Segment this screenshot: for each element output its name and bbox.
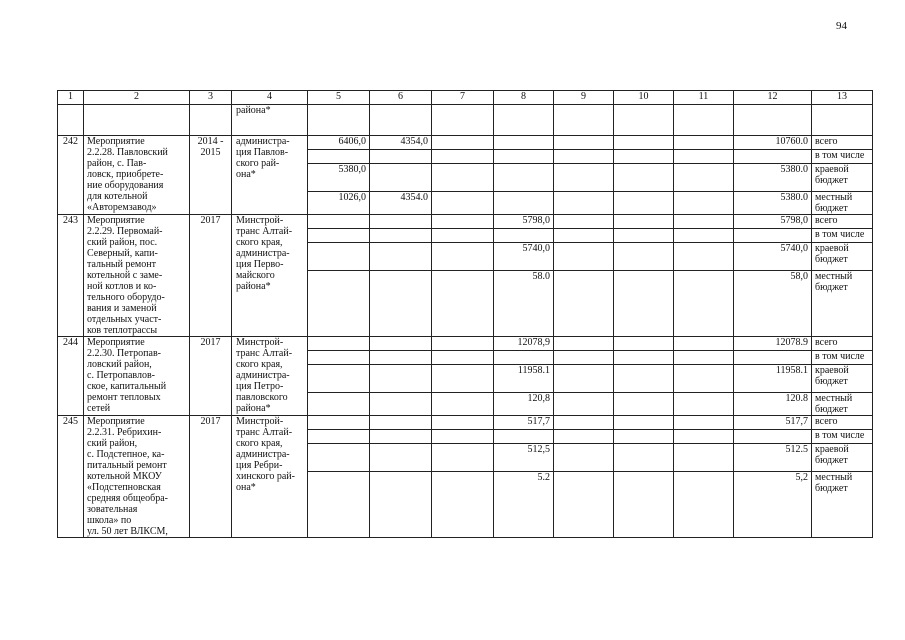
value-col9 — [554, 215, 614, 229]
column-header: 12 — [734, 91, 812, 105]
value-col9 — [554, 229, 614, 243]
value-col5 — [308, 215, 370, 229]
value-col10 — [614, 150, 674, 164]
value-col10 — [614, 472, 674, 538]
value-col8 — [494, 150, 554, 164]
value-col5 — [308, 351, 370, 365]
value-col12: 517,7 — [734, 416, 812, 430]
table-row — [58, 136, 873, 150]
funding-source: в том числе — [812, 150, 873, 164]
value-col12: 12078.9 — [734, 337, 812, 351]
value-col6: 4354,0 — [370, 136, 432, 150]
value-col6 — [370, 243, 432, 271]
value-col8: 517,7 — [494, 416, 554, 430]
value-col7 — [432, 215, 494, 229]
years-cell: 2017 — [190, 416, 232, 538]
value-col9 — [554, 337, 614, 351]
column-header: 1 — [58, 91, 84, 105]
value-col5 — [308, 444, 370, 472]
value-col12: 5798,0 — [734, 215, 812, 229]
value-col11 — [674, 337, 734, 351]
column-header: 9 — [554, 91, 614, 105]
funding-source: местный бюджет — [812, 192, 873, 215]
row-number: 243 — [58, 215, 84, 337]
value-col11 — [674, 243, 734, 271]
value-col11 — [674, 365, 734, 393]
value-col10 — [614, 430, 674, 444]
value-col5 — [308, 472, 370, 538]
executor-cell: Минстрой- транс Алтай- ского края, администра- ция Ребри- хинского рай- она* — [232, 416, 308, 538]
value-col6 — [370, 444, 432, 472]
value-col12 — [734, 150, 812, 164]
row-number: 242 — [58, 136, 84, 215]
empty-cell — [614, 105, 674, 136]
value-col12 — [734, 430, 812, 444]
funding-source: краевой бюджет — [812, 243, 873, 271]
value-col10 — [614, 365, 674, 393]
value-col9 — [554, 472, 614, 538]
value-col10 — [614, 229, 674, 243]
value-col9 — [554, 150, 614, 164]
value-col5 — [308, 416, 370, 430]
value-col6 — [370, 416, 432, 430]
value-col11 — [674, 393, 734, 416]
value-col7 — [432, 229, 494, 243]
funding-source: в том числе — [812, 229, 873, 243]
value-col12: 5380.0 — [734, 164, 812, 192]
value-col7 — [432, 164, 494, 192]
funding-source: в том числе — [812, 430, 873, 444]
value-col5 — [308, 150, 370, 164]
value-col9 — [554, 192, 614, 215]
value-col10 — [614, 164, 674, 192]
table-row — [58, 416, 873, 430]
executor-cell: администра- ция Павлов- ского рай- она* — [232, 136, 308, 215]
value-col8: 512,5 — [494, 444, 554, 472]
value-col11 — [674, 136, 734, 150]
value-col5 — [308, 271, 370, 337]
funding-source: краевой бюджет — [812, 365, 873, 393]
value-col9 — [554, 164, 614, 192]
value-col6 — [370, 365, 432, 393]
activity-name: Мероприятие 2.2.30. Петропав- ловский район, с. Петропавлов- ское, капитальный ремонт тепловых сетей — [84, 337, 190, 416]
years-cell: 2017 — [190, 215, 232, 337]
value-col10 — [614, 136, 674, 150]
value-col11 — [674, 351, 734, 365]
value-col10 — [614, 192, 674, 215]
column-header: 11 — [674, 91, 734, 105]
value-col6 — [370, 271, 432, 337]
value-col6 — [370, 393, 432, 416]
column-header: 4 — [232, 91, 308, 105]
value-col8: 5798,0 — [494, 215, 554, 229]
value-col12: 120.8 — [734, 393, 812, 416]
executor-cell: Минстрой- транс Алтай- ского края, администра- ция Перво- майского района* — [232, 215, 308, 337]
value-col7 — [432, 136, 494, 150]
funding-source: всего — [812, 416, 873, 430]
value-col9 — [554, 430, 614, 444]
value-col11 — [674, 164, 734, 192]
value-col11 — [674, 472, 734, 538]
continuation-row — [58, 105, 873, 136]
value-col5 — [308, 430, 370, 444]
value-col11 — [674, 215, 734, 229]
column-header: 10 — [614, 91, 674, 105]
value-col8 — [494, 351, 554, 365]
value-col5 — [308, 229, 370, 243]
value-col11 — [674, 271, 734, 337]
funding-source: краевой бюджет — [812, 444, 873, 472]
value-col7 — [432, 444, 494, 472]
value-col9 — [554, 271, 614, 337]
row-number: 244 — [58, 337, 84, 416]
value-col11 — [674, 229, 734, 243]
value-col6 — [370, 430, 432, 444]
value-col7 — [432, 472, 494, 538]
value-col7 — [432, 243, 494, 271]
funding-source: местный бюджет — [812, 472, 873, 538]
value-col10 — [614, 393, 674, 416]
column-header: 13 — [812, 91, 873, 105]
value-col9 — [554, 416, 614, 430]
value-col8 — [494, 192, 554, 215]
value-col5: 5380,0 — [308, 164, 370, 192]
value-col9 — [554, 365, 614, 393]
value-col11 — [674, 430, 734, 444]
value-col10 — [614, 416, 674, 430]
empty-cell — [554, 105, 614, 136]
column-header: 8 — [494, 91, 554, 105]
value-col11 — [674, 416, 734, 430]
column-header: 5 — [308, 91, 370, 105]
funding-source: всего — [812, 337, 873, 351]
value-col11 — [674, 444, 734, 472]
value-col7 — [432, 337, 494, 351]
activity-name: Мероприятие 2.2.28. Павловский район, с. Пав- ловск, приобрете- ние оборудования для котельной «Авторемзавод» — [84, 136, 190, 215]
value-col5: 6406,0 — [308, 136, 370, 150]
value-col7 — [432, 365, 494, 393]
executor-cell: Минстрой- транс Алтай- ского края, администра- ция Петро- павловского района* — [232, 337, 308, 416]
empty-cell — [58, 105, 84, 136]
value-col8: 11958.1 — [494, 365, 554, 393]
funding-source: местный бюджет — [812, 393, 873, 416]
value-col6 — [370, 472, 432, 538]
value-col9 — [554, 393, 614, 416]
value-col12: 5,2 — [734, 472, 812, 538]
funding-source: всего — [812, 136, 873, 150]
funding-source: краевой бюджет — [812, 164, 873, 192]
value-col7 — [432, 430, 494, 444]
funding-source: всего — [812, 215, 873, 229]
value-col5 — [308, 365, 370, 393]
activity-name: Мероприятие 2.2.31. Ребрихин- ский район, с. Подстепное, ка- питальный ремонт котельной МКОУ «Подстепновская средняя общеобра- зовательная школа» по ул. 50 лет ВЛКСМ, — [84, 416, 190, 538]
value-col10 — [614, 243, 674, 271]
empty-cell — [84, 105, 190, 136]
column-header: 6 — [370, 91, 432, 105]
empty-cell — [370, 105, 432, 136]
table-row — [58, 215, 873, 229]
empty-cell — [812, 105, 873, 136]
empty-cell — [432, 105, 494, 136]
value-col12: 512.5 — [734, 444, 812, 472]
value-col10 — [614, 271, 674, 337]
value-col12: 11958.1 — [734, 365, 812, 393]
row-number: 245 — [58, 416, 84, 538]
years-cell: 2017 — [190, 337, 232, 416]
value-col8 — [494, 229, 554, 243]
value-col5 — [308, 337, 370, 351]
value-col12: 10760.0 — [734, 136, 812, 150]
page-number: 94 — [836, 20, 847, 32]
value-col6: 4354.0 — [370, 192, 432, 215]
value-col5 — [308, 243, 370, 271]
value-col12 — [734, 351, 812, 365]
years-cell: 2014 - 2015 — [190, 136, 232, 215]
value-col6 — [370, 337, 432, 351]
value-col5 — [308, 393, 370, 416]
value-col6 — [370, 164, 432, 192]
value-col8 — [494, 164, 554, 192]
executor-cell: района* — [232, 105, 308, 136]
value-col6 — [370, 215, 432, 229]
value-col9 — [554, 136, 614, 150]
value-col12 — [734, 229, 812, 243]
value-col8: 5.2 — [494, 472, 554, 538]
value-col8 — [494, 430, 554, 444]
table-row — [58, 337, 873, 351]
value-col7 — [432, 150, 494, 164]
value-col10 — [614, 351, 674, 365]
header-row — [58, 91, 873, 105]
budget-table — [57, 90, 873, 538]
value-col8: 12078,9 — [494, 337, 554, 351]
empty-cell — [190, 105, 232, 136]
empty-cell — [494, 105, 554, 136]
value-col9 — [554, 243, 614, 271]
value-col7 — [432, 192, 494, 215]
value-col10 — [614, 337, 674, 351]
value-col12: 5380.0 — [734, 192, 812, 215]
value-col6 — [370, 351, 432, 365]
funding-source: местный бюджет — [812, 271, 873, 337]
value-col7 — [432, 416, 494, 430]
value-col9 — [554, 351, 614, 365]
column-header: 7 — [432, 91, 494, 105]
value-col8 — [494, 136, 554, 150]
value-col8: 5740,0 — [494, 243, 554, 271]
value-col5: 1026,0 — [308, 192, 370, 215]
value-col10 — [614, 444, 674, 472]
value-col12: 5740,0 — [734, 243, 812, 271]
funding-source: в том числе — [812, 351, 873, 365]
value-col6 — [370, 150, 432, 164]
value-col6 — [370, 229, 432, 243]
value-col7 — [432, 271, 494, 337]
value-col8: 58.0 — [494, 271, 554, 337]
column-header: 2 — [84, 91, 190, 105]
value-col7 — [432, 393, 494, 416]
value-col10 — [614, 215, 674, 229]
value-col8: 120,8 — [494, 393, 554, 416]
empty-cell — [734, 105, 812, 136]
column-header: 3 — [190, 91, 232, 105]
value-col12: 58,0 — [734, 271, 812, 337]
value-col11 — [674, 192, 734, 215]
value-col9 — [554, 444, 614, 472]
empty-cell — [674, 105, 734, 136]
value-col11 — [674, 150, 734, 164]
activity-name: Мероприятие 2.2.29. Первомай- ский район, пос. Северный, капи- тальный ремонт котельной с заме- ной котлов и ко- тельного оборудо- вания и заменой отдельных участ- ков теплотрассы — [84, 215, 190, 337]
empty-cell — [308, 105, 370, 136]
value-col7 — [432, 351, 494, 365]
